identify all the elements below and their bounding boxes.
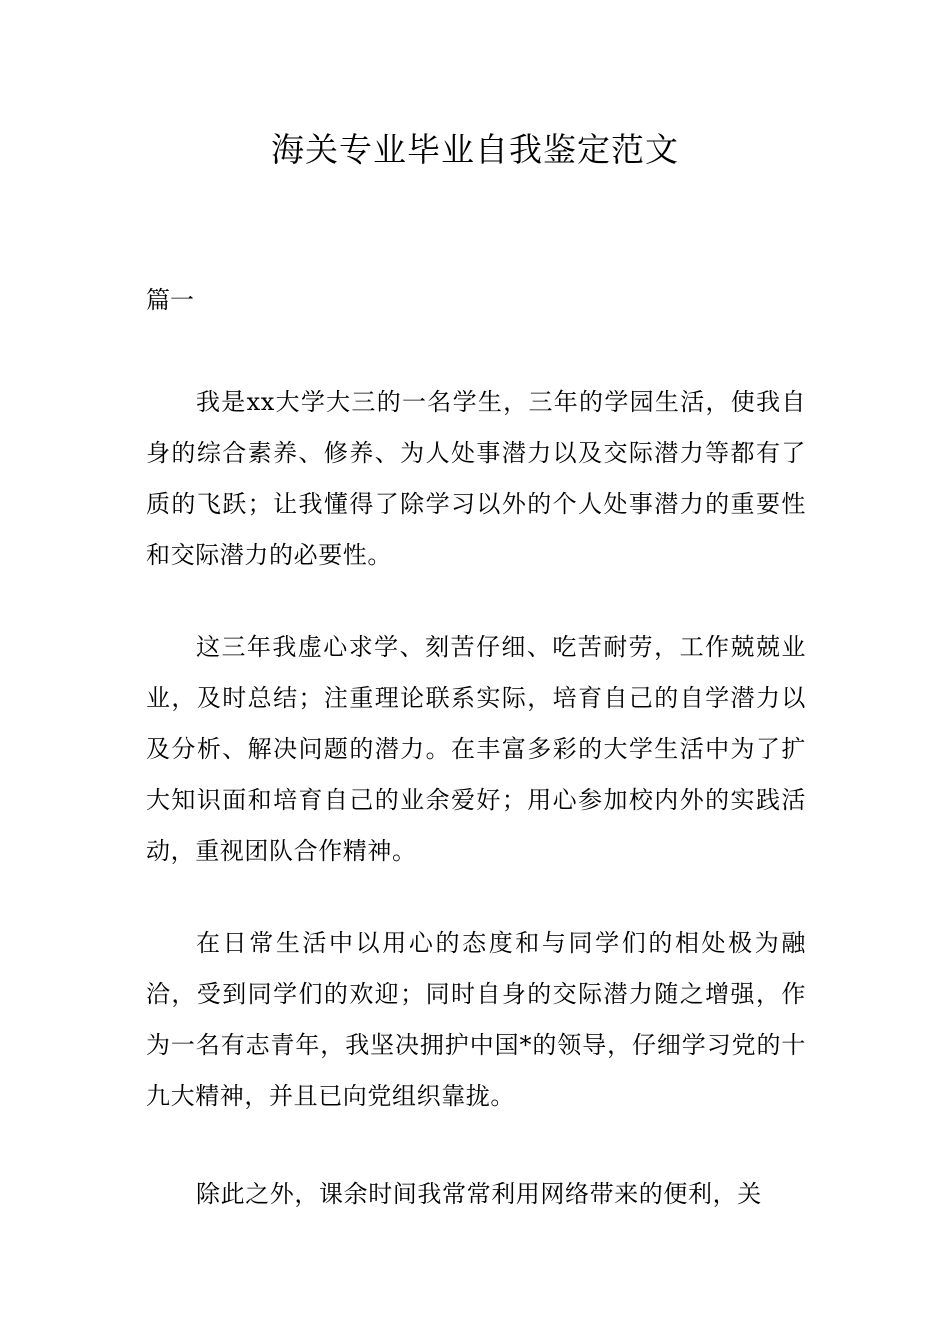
paragraph-2: 这三年我虚心求学、刻苦仔细、吃苦耐劳，工作兢兢业业，及时总结；注重理论联系实际，培育自己的自学潜力以及分析、解决问题的潜力。在丰富多彩的大学生活中为了扩大知识面和培育自己的业余爱好；用心参加校内外的实践活动，重视团队合作精神。 — [146, 633, 806, 865]
paragraph-4: 除此之外，课余时间我常常利用网络带来的便利，关 — [196, 1180, 762, 1208]
paragraph-1: 我是xx大学大三的一名学生，三年的学园生活，使我自身的综合素养、修养、为人处事潜力以及交际潜力等都有了质的飞跃；让我懂得了除学习以外的个人处事潜力的重要性和交际潜力的必要性。 — [146, 388, 806, 569]
document-title: 海关专业毕业自我鉴定范文 — [271, 130, 679, 169]
paragraph-3: 在日常生活中以用心的态度和与同学们的相处极为融洽，受到同学们的欢迎；同时自身的交际潜力随之增强，作为一名有志青年，我坚决拥护中国*的领导，仔细学习党的十九大精神，并且已向党组织靠拢。 — [146, 929, 806, 1110]
section-label: 篇一 — [146, 286, 194, 314]
